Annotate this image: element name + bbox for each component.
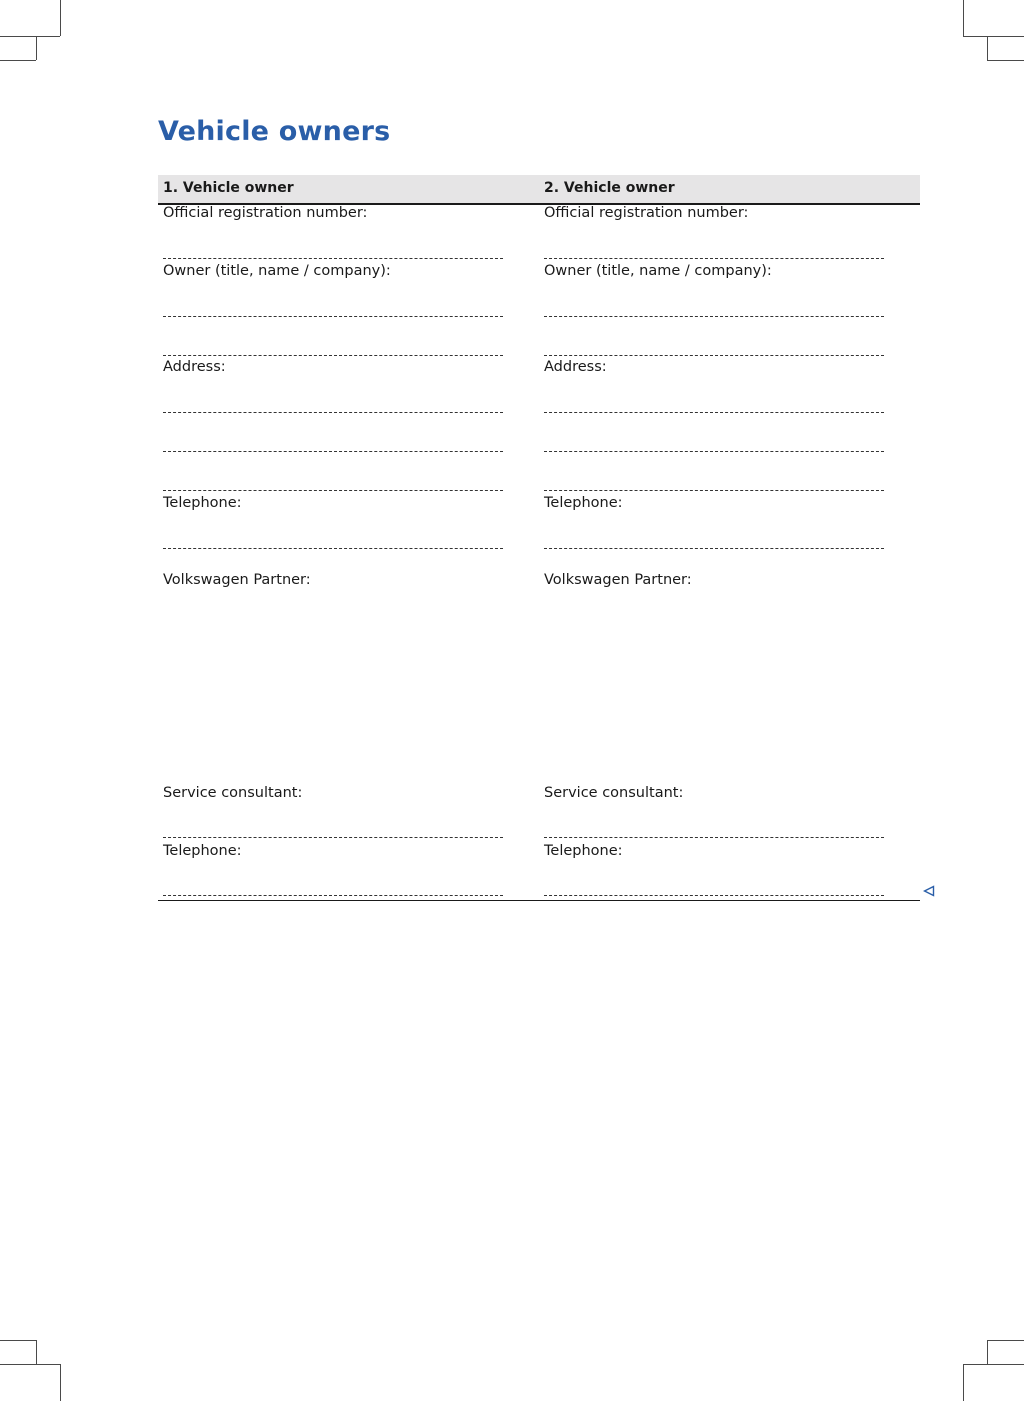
owner-1-consultant-telephone-field[interactable] xyxy=(163,895,503,896)
triangle-left-outline-icon xyxy=(923,885,935,897)
owner-1-address-field-line-3[interactable] xyxy=(163,490,503,491)
owner-2-address-field-line-2[interactable] xyxy=(544,451,884,452)
owner-2-registration-label: Official registration number: xyxy=(544,205,749,221)
owner-2-owner-field-line-1[interactable] xyxy=(544,316,884,317)
owner-1-telephone-field[interactable] xyxy=(163,548,503,549)
owner-1-partner-stamp-area[interactable] xyxy=(163,598,503,778)
owner-2-heading: 2. Vehicle owner xyxy=(544,180,675,196)
owner-2-owner-label: Owner (title, name / company): xyxy=(544,263,772,279)
owner-1-address-label: Address: xyxy=(163,359,226,375)
owner-2-address-label: Address: xyxy=(544,359,607,375)
owner-1-address-field-line-1[interactable] xyxy=(163,412,503,413)
owner-1-telephone-label: Telephone: xyxy=(163,495,242,511)
owner-2-partner-stamp-area[interactable] xyxy=(544,598,884,778)
owner-1-consultant-telephone-label: Telephone: xyxy=(163,843,242,859)
owner-1-owner-label: Owner (title, name / company): xyxy=(163,263,391,279)
owner-2-consultant-telephone-label: Telephone: xyxy=(544,843,623,859)
owner-2-consultant-field[interactable] xyxy=(544,837,884,838)
owner-2-registration-field[interactable] xyxy=(544,258,884,259)
owner-2-owner-field-line-2[interactable] xyxy=(544,355,884,356)
owner-1-registration-label: Official registration number: xyxy=(163,205,368,221)
owner-2-partner-label: Volkswagen Partner: xyxy=(544,572,692,588)
page-title: Vehicle owners xyxy=(158,116,391,147)
owner-2-telephone-field[interactable] xyxy=(544,548,884,549)
owner-2-address-field-line-3[interactable] xyxy=(544,490,884,491)
owner-2-address-field-line-1[interactable] xyxy=(544,412,884,413)
table-bottom-rule xyxy=(158,900,920,901)
owner-2-telephone-label: Telephone: xyxy=(544,495,623,511)
owner-2-consultant-telephone-field[interactable] xyxy=(544,895,884,896)
owner-1-consultant-label: Service consultant: xyxy=(163,785,303,801)
owner-1-owner-field-line-2[interactable] xyxy=(163,355,503,356)
owner-1-address-field-line-2[interactable] xyxy=(163,451,503,452)
owner-2-consultant-label: Service consultant: xyxy=(544,785,684,801)
owner-1-partner-label: Volkswagen Partner: xyxy=(163,572,311,588)
owner-1-consultant-field[interactable] xyxy=(163,837,503,838)
owner-1-registration-field[interactable] xyxy=(163,258,503,259)
owner-1-owner-field-line-1[interactable] xyxy=(163,316,503,317)
owner-1-heading: 1. Vehicle owner xyxy=(163,180,294,196)
